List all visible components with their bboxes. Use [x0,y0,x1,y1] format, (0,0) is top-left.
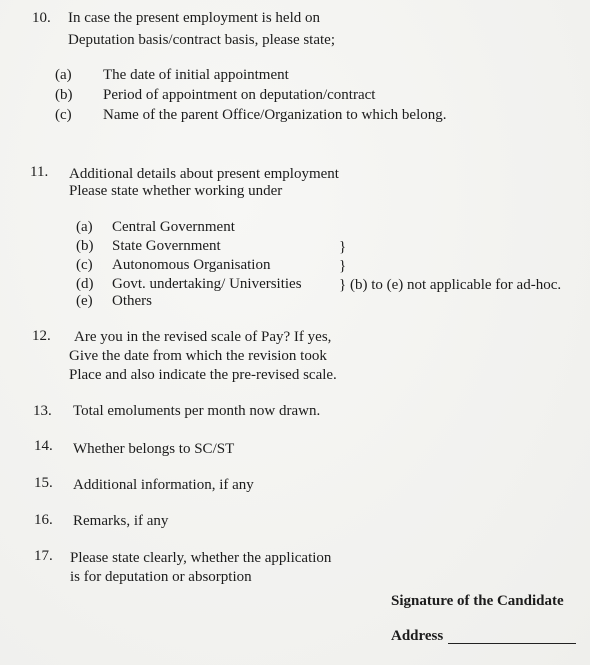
item-10-line2: Deputation basis/contract basis, please state; [68,32,336,48]
item-12-number: 12. [32,328,51,344]
item-14-number: 14. [34,438,53,454]
item-13-number: 13. [33,403,52,419]
item-10-number: 10. [32,10,51,26]
item-10-line1: In case the present employment is held on [68,10,321,26]
brace-mark-middle: } [339,258,347,274]
signature-label: Signature of the Candidate [391,593,564,609]
item-11c-text: Autonomous Organisation [112,257,271,273]
item-12-line1: Are you in the revised scale of Pay? If yes, [74,329,332,345]
item-15-number: 15. [34,475,53,491]
item-11a-text: Central Government [112,219,235,235]
item-10a-label: (a) [55,67,72,83]
item-10a-text: The date of initial appointment [103,67,289,83]
address-label: Address [391,628,444,644]
item-12-line3: Place and also indicate the pre-revised scale. [69,367,337,383]
item-17-line2: is for deputation or absorption [70,569,252,585]
item-10c-text: Name of the parent Office/Organization to which belong. [103,107,447,123]
item-17-line1: Please state clearly, whether the application [70,550,332,566]
item-11c-label: (c) [76,257,93,273]
item-10b-text: Period of appointment on deputation/contract [103,87,376,103]
item-11d-label: (d) [76,276,94,292]
item-11-number: 11. [30,164,49,180]
item-11b-text: State Government [112,238,221,254]
item-11b-label: (b) [76,238,94,254]
item-11-note: } (b) to (e) not applicable for ad-hoc. [339,277,562,293]
item-11-line1: Additional details about present employment [69,166,339,182]
item-13-text: Total emoluments per month now drawn. [73,403,321,419]
address-blank-line[interactable] [448,643,576,644]
item-10c-label: (c) [55,107,72,123]
item-17-number: 17. [34,548,53,564]
item-10b-label: (b) [55,87,73,103]
item-11e-label: (e) [76,293,93,309]
item-15-text: Additional information, if any [73,477,254,493]
item-12-line2: Give the date from which the revision took [69,348,327,364]
item-11-line2: Please state whether working under [69,183,283,199]
item-11d-text: Govt. undertaking/ Universities [112,276,302,292]
item-11e-text: Others [112,293,152,309]
brace-mark-top: } [339,239,347,255]
item-16-text: Remarks, if any [73,513,169,529]
item-11a-label: (a) [76,219,93,235]
item-16-number: 16. [34,512,53,528]
item-14-text: Whether belongs to SC/ST [73,441,235,457]
